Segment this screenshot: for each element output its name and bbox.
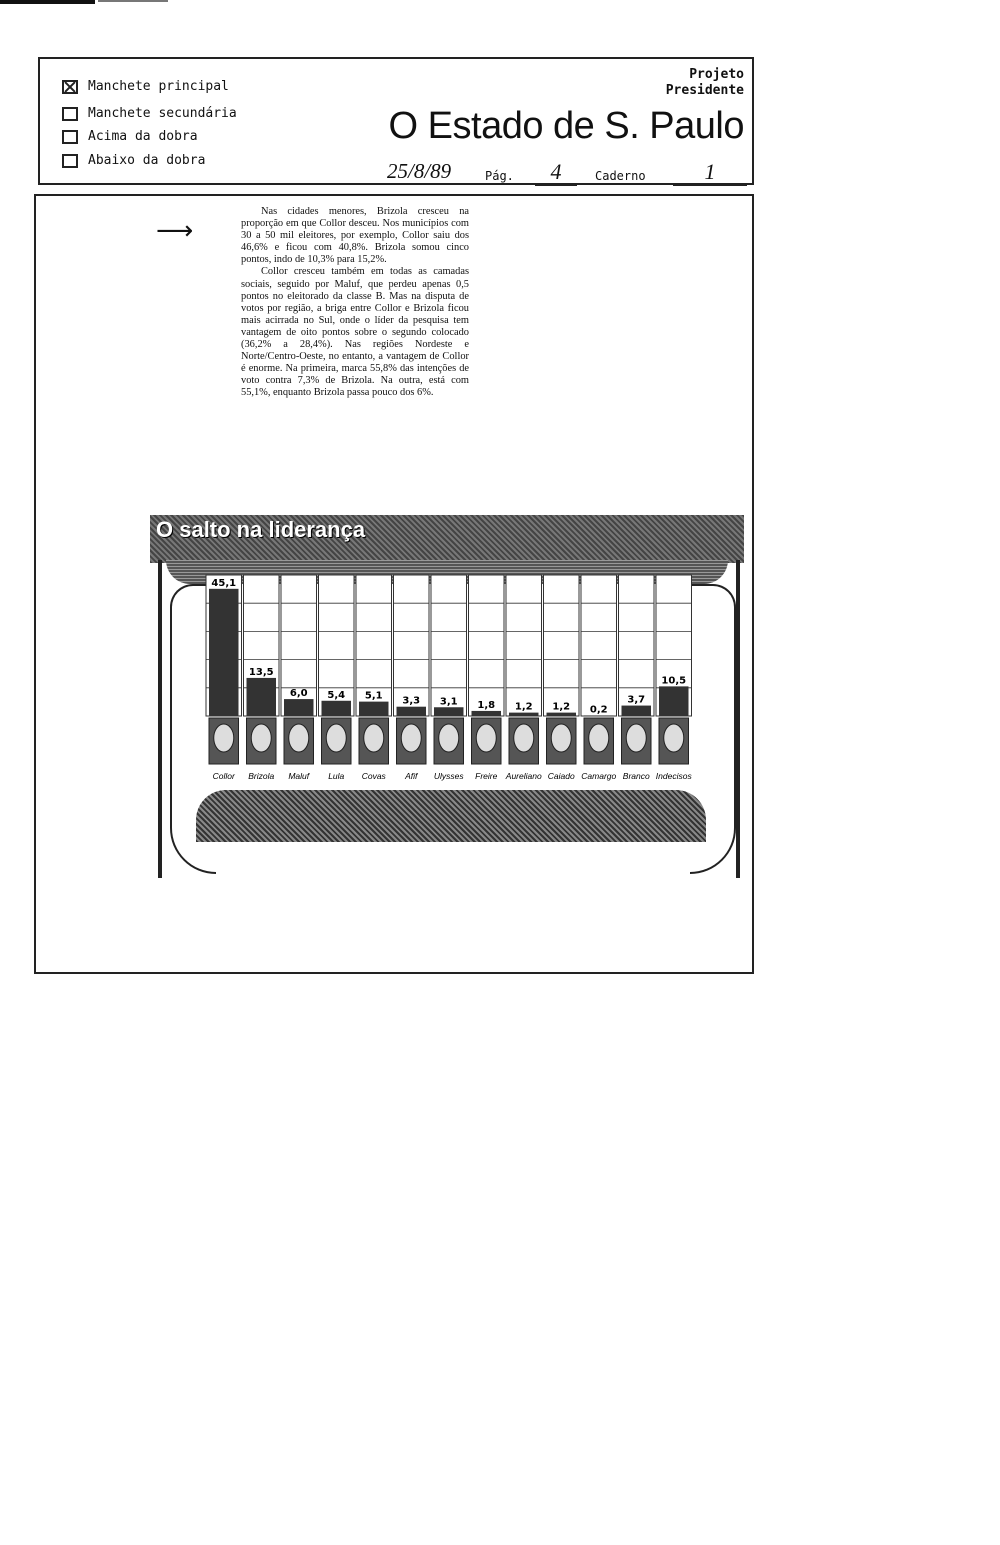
chart-post [158,560,162,878]
grid-column [581,575,617,716]
bar-value-label: 10,5 [661,675,687,687]
bar-chart [205,570,695,785]
category-label: Indecisos [655,771,692,781]
grid-column [506,575,542,716]
bar [622,706,652,716]
bar [434,707,464,716]
portrait-face [589,724,609,752]
bar [659,686,689,716]
bar-value-label: 5,4 [327,689,346,701]
checkbox-label: Manchete principal [88,79,229,94]
scan-top-mark [0,0,95,4]
bar-value-label: 3,7 [627,694,646,706]
category-label: Lula [328,771,345,781]
checkbox[interactable] [62,154,78,168]
bar-value-label: 1,2 [552,701,571,713]
bar-value-label: 45,1 [211,577,237,589]
project-label [666,67,744,99]
chart-post [736,560,740,878]
bar-value-label: 3,1 [439,696,458,708]
article-paragraph: Nas cidades menores, Brizola cresceu na proporção em que Collor desceu. Nos municípios com 30 a 50 mil eleitores, por exemplo, Collor saiu dos 46,6% e ficou com 40,8%. Brizola somou cinco pontos, indo de 10,3% para 15,2%. [241,206,469,266]
article-paragraph: Collor cresceu também em todas as camadas sociais, seguido por Maluf, que perdeu apenas 0,5 pontos no eleitorado da classe B. Mas na disputa de votos por região, a briga entre Collor e Brizola ficou mais acirrada no Sul, onde o líder da pesquisa tem vantagem de oito pontos sobre o segundo colocado (36,2% a 28,4%). Nas regiões Nordeste e Norte/Centro-Oeste, no entanto, a vantagem de Collor é enorme. Na primeira, marca 55,8% das intenções de voto contra 7,3% de Brizola. Na outra, está com 55,1%, enquanto Brizola passa pouco dos 6%. [241,266,469,399]
grid-column [469,575,505,716]
category-label: Aureliano [505,771,542,781]
portrait-face [364,724,384,752]
category-label: Camargo [581,771,617,781]
category-label: Caiado [547,771,575,781]
checkbox[interactable] [62,130,78,144]
bar [472,711,502,716]
article-text [241,206,469,400]
bar [547,713,577,716]
bar-value-label: 1,2 [514,701,533,713]
page-field: 4 [535,159,577,186]
bar-value-label: 13,5 [248,666,274,678]
category-label: Branco [622,771,650,781]
portrait-face [514,724,534,752]
page-label: Pág. [485,169,514,183]
category-label: Ulysses [433,771,464,781]
portrait-face [626,724,646,752]
date-field: 25/8/89 [387,159,452,183]
checkbox-label: Manchete secundária [88,106,237,121]
chart-title-bar [150,515,744,563]
bar [209,589,239,716]
bar [397,707,427,716]
category-label: Brizola [248,771,275,781]
bar [322,701,352,716]
chart-base [196,790,706,842]
bar-value-label: 0,2 [589,704,608,716]
bar [584,715,614,716]
portrait-face [251,724,271,752]
portrait-face [326,724,346,752]
bar [359,702,389,716]
clipping-header [38,57,754,185]
bar-value-label: 6,0 [289,688,308,700]
checkbox-row[interactable] [62,153,205,168]
checkbox-row[interactable] [62,106,237,121]
bar-value-label: 1,8 [477,699,496,711]
checkbox-row[interactable] [62,79,229,94]
project-line: Presidente [665,83,744,98]
grid-column [431,575,467,716]
project-line: Projeto [689,67,744,82]
checkbox-checked[interactable] [62,80,78,94]
bar [247,678,277,716]
checkbox-row[interactable] [62,129,198,144]
portrait-face [401,724,421,752]
bar [509,713,539,716]
meta-row [385,159,750,183]
portrait-face [214,724,234,752]
category-label: Freire [475,771,498,781]
bar-value-label: 3,3 [402,695,421,707]
portrait-face [289,724,309,752]
portrait-face [439,724,459,752]
bar [284,699,314,716]
category-label: Collor [212,771,235,781]
category-label: Afif [405,771,418,781]
portrait-face [664,724,684,752]
portrait-face [476,724,496,752]
bar-value-label: 5,1 [364,690,383,702]
section-field: 1 [673,159,747,186]
category-label: Covas [361,771,386,781]
arrow-icon: ⟶ [156,216,194,246]
portrait-face [551,724,571,752]
newspaper-name: O Estado de S. Paulo [388,105,744,147]
checkbox-label: Acima da dobra [88,129,198,144]
checkbox-label: Abaixo da dobra [88,153,206,168]
grid-column [544,575,580,716]
checkbox[interactable] [62,107,78,121]
chart-title: O salto na liderança [156,517,366,542]
scan-top-mark [98,0,168,2]
category-label: Maluf [288,771,310,781]
section-label: Caderno [595,169,646,183]
